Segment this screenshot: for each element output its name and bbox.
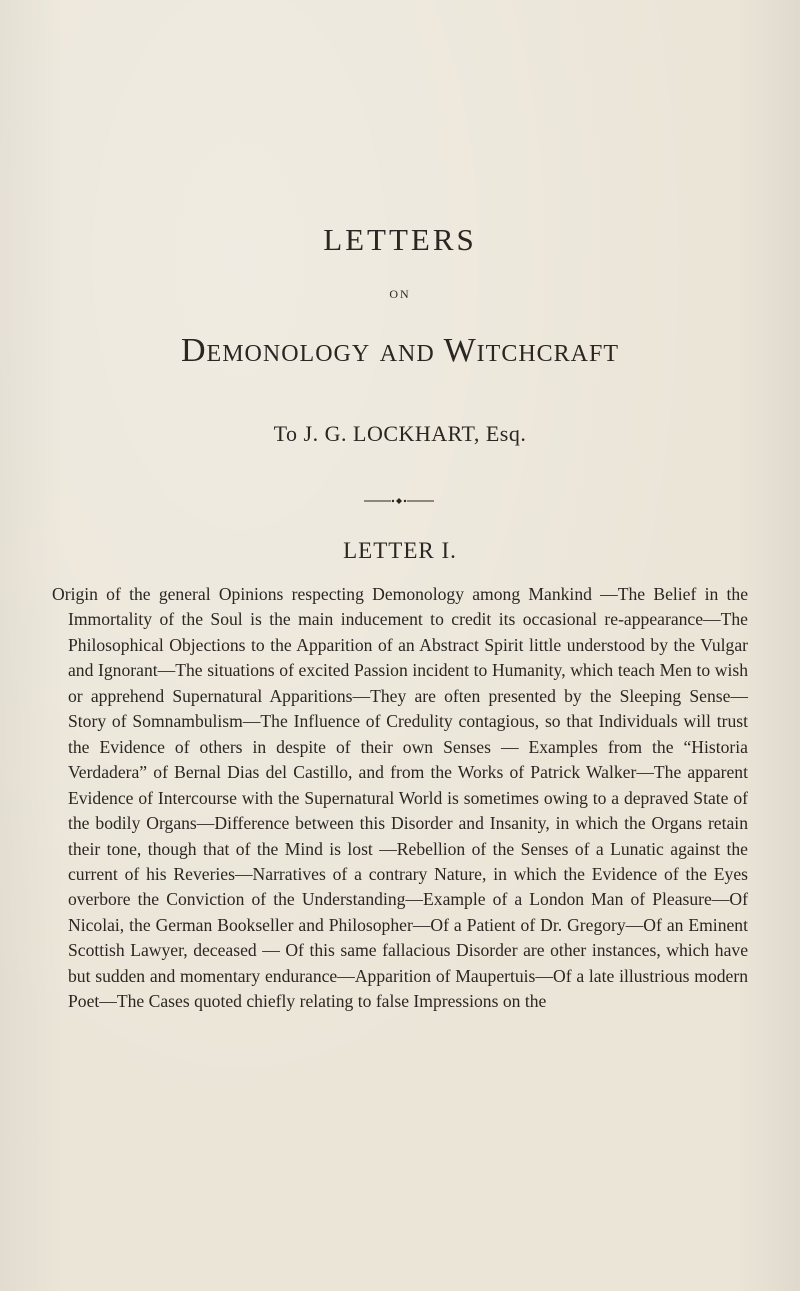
letter-summary: Origin of the general Opinions respecting Demonology among Mankind —The Belief in the Immortality of the Soul is the main inducement to credit its occasional re-appearance—The Philosophical Objections to the Apparition of an Abstract Spirit little understood by the Vulgar and Ignorant—The situations of excited Passion incident to Humanity, which teach Men to wish or apprehend Supernatural Apparitions—They are often presented by the Sleeping Sense—Story of Somnambulism—The Influence of Credulity contagious, so that Individuals will trust the Evidence of others in despite of their own Senses — Examples from the “Historia Verdadera” of Bernal Dias del Castillo, and from the Works of Patrick Walker—The apparent Evidence of Intercourse with the Supernatural World is sometimes owing to a depraved State of the bodily Organs—Difference between this Disorder and Insanity, in which the Organs retain their tone, though that of the Mind is lost —Rebellion of the Senses of a Lunatic against the current of his Reveries—Narratives of a contrary Nature, in which the Evidence of the Eyes overbore the Conviction of the Understanding—Example of a London Man of Pleasure—Of Nicolai, the German Bookseller and Philosopher—Of a Patient of Dr. Gregory—Of an Eminent Scottish Lawyer, deceased — Of this same fallacious Disorder are other instances, which have but sudden and momentary endurance—Apparition of Maupertuis—Of a late illustrious modern Poet—The Cases quoted chiefly relating to false Impressions on the (52, 584, 748, 1012)
letter-heading: LETTER I. (343, 538, 457, 563)
rule-ornament-icon (364, 495, 434, 507)
dedication: To J. G. LOCKHART, Esq. (273, 421, 527, 446)
subject-title: Demonology and Witchcraft (180, 332, 620, 369)
main-title: LETTERS (323, 222, 477, 257)
title-connector: ON (389, 287, 411, 301)
